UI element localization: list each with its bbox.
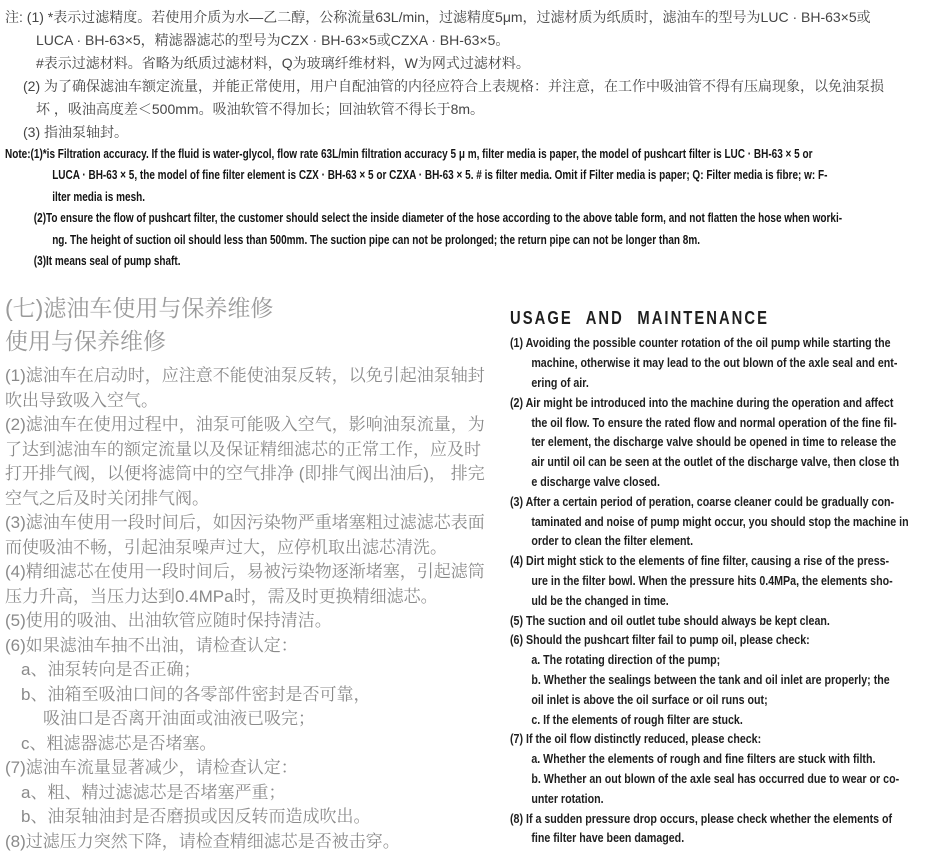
english-body-line: (5) The suction and oil outlet tube should always be kept clean. (510, 612, 830, 628)
english-body-text (510, 333, 952, 848)
english-note-line: ilter media is mesh. (52, 189, 146, 204)
english-note-line: Note:(1)*is Filtration accuracy. If the fluid is water-glycol, flow rate 63L/min filtration accuracy 5 μ m, filter media is paper, the model of pushcart filter is LUC · BH-63 × 5 or (5, 147, 813, 161)
chinese-body-line: 吹出导致吸入空气。 (5, 390, 158, 410)
english-body-line: the oil flow. To ensure the rated flow and normal operation of the fine fil- (531, 414, 897, 430)
chinese-body-line: 压力升高，当压力达到0.4MPa时，需及时更换精细滤芯。 (5, 586, 438, 606)
english-body-line: b. Whether an out blown of the axle seal has occurred due to wear or co- (531, 770, 900, 786)
english-note-line: LUCA · BH-63 × 5, the model of fine filter element is CZX · BH-63 × 5 or CZXA · BH-63 × 5. # is filter media. Omit if Filter media is paper; Q: Filter media is fibre; w: F- (52, 168, 828, 183)
chinese-column (5, 292, 483, 853)
chinese-body-line: (6)如果滤油车抽不出油，请检查认定： (5, 635, 298, 655)
top-notes-section (5, 6, 952, 272)
top-notes-english (5, 144, 952, 272)
section-title-english: USAGE AND MAINTENANCE (510, 308, 769, 329)
chinese-body-line: a、油泵转向是否正确； (21, 660, 201, 680)
chinese-body-line: 打开排气阀，以便将滤筒中的空气排净 (即排气阀出油后)， 排完 (5, 464, 485, 484)
english-body-line: (4) Dirt might stick to the elements of fine filter, causing a rise of the press- (510, 553, 890, 569)
english-body-line: a. Whether the elements of rough and fine filters are stuck with filth. (531, 751, 876, 767)
chinese-note-line: 坏 ，吸油高度差＜500mm。吸油软管不得加长；回油软管不得长于8m。 (36, 101, 485, 117)
english-body-line: order to clean the filter element. (531, 533, 694, 549)
english-body-line: (3) After a certain period of peration, coarse cleaner could be gradually con- (510, 493, 895, 509)
chinese-body-line: (2)滤油车在使用过程中，油泵可能吸入空气，影响油泵流量，为 (5, 415, 485, 435)
chinese-body-line: c、粗滤器滤芯是否堵塞。 (21, 733, 217, 753)
english-body-line: (7) If the oil flow distinctly reduced, please check: (510, 731, 762, 747)
english-body-line: (1) Avoiding the possible counter rotation of the oil pump while starting the (510, 335, 891, 351)
chinese-note-line: LUCA · BH-63×5，精滤器滤芯的型号为CZX · BH-63×5或CZXA · BH-63×5。 (36, 32, 510, 48)
chinese-body-line: 吸油口是否离开油面或油液已吸完； (43, 709, 315, 729)
chinese-note-line: #表示过滤材料。省略为纸质过滤材料，Q为玻璃纤维材料，W为网式过滤材料。 (36, 55, 530, 71)
english-body-line: ering of air. (531, 375, 589, 391)
content-columns (5, 292, 952, 853)
english-body-line: unter rotation. (531, 790, 604, 806)
english-body-line: machine, otherwise it may lead to the out blown of the axle seal and ent- (531, 355, 898, 371)
chinese-body-line: (8)过滤压力突然下降，请检查精细滤芯是否被击穿。 (5, 831, 400, 851)
chinese-body-line: 空气之后及时关闭排气阀。 (5, 488, 209, 508)
english-body-line: (2) Air might be introduced into the machine during the operation and affect (510, 394, 894, 410)
chinese-body-line: (1)滤油车在启动时，应注意不能使油泵反转，以免引起油泵轴封 (5, 366, 485, 386)
chinese-body-line: 而使吸油不畅，引起油泵噪声过大，应停机取出滤芯清洗。 (5, 537, 447, 557)
english-body-line: a. The rotating direction of the pump; (531, 652, 721, 668)
chinese-body-line: (7)滤油车流量显著减少，请检查认定： (5, 758, 298, 778)
chinese-note-line: (3) 指油泵轴封。 (23, 124, 128, 140)
chinese-note-line: (2) 为了确保滤油车额定流量，并能正常使用，用户自配油管的内径应符合上表规格：并注意，在工作中吸油管不得有压扁现象，以免油泵损 (23, 78, 884, 94)
chinese-body-line: (5)使用的吸油、出油软管应随时保持清洁。 (5, 611, 332, 631)
chinese-body-line: 了达到滤油车的额定流量以及保证精细滤芯的正常工作，应及时 (5, 439, 481, 459)
english-body-line: ter element, the discharge valve should be opened in time to release the (531, 434, 897, 450)
english-body-line: uld be the changed in time. (531, 592, 669, 608)
english-body-line: e discharge valve closed. (531, 474, 660, 490)
section-title-chinese: (七)滤油车使用与保养维修 (5, 295, 274, 322)
english-body-line: taminated and noise of pump might occur, you should stop the machine in (531, 513, 909, 529)
chinese-body-text (5, 364, 483, 853)
chinese-body-line: (4)精细滤芯在使用一段时间后，易被污染物逐渐堵塞，引起滤筒 (5, 562, 485, 582)
english-column-inner (510, 306, 952, 848)
english-note-line: ng. The height of suction oil should less than 500mm. The suction pipe can not be prolonged; the return pipe can not be longer than 8m. (52, 232, 701, 247)
english-column (510, 292, 952, 848)
english-body-line: (8) If a sudden pressure drop occurs, please check whether the elements of (510, 810, 893, 826)
chinese-body-line: (3)滤油车使用一段时间后，如因污染物严重堵塞粗过滤滤芯表面 (5, 513, 485, 533)
english-note-line: (3)It means seal of pump shaft. (33, 254, 181, 269)
chinese-body-line: b、油箱至吸油口间的各零部件密封是否可靠， (21, 684, 371, 704)
english-body-line: c. If the elements of rough filter are stuck. (531, 711, 743, 727)
chinese-body-line: b、油泵轴油封是否磨损或因反转而造成吹出。 (21, 807, 371, 827)
english-note-line: (2)To ensure the flow of pushcart filter, the customer should select the inside diameter of the hose according to the above table form, and not flatten the hose when worki- (33, 211, 843, 226)
chinese-note-line: 注: (1) *表示过滤精度。若使用介质为水—乙二醇，公称流量63L/min，过滤精度5μm，过滤材质为纸质时，滤油车的型号为LUC · BH-63×5或 (5, 9, 871, 25)
english-body-line: ure in the filter bowl. When the pressure hits 0.4MPa, the elements sho- (531, 573, 893, 588)
section-subtitle-chinese: 使用与保养维修 (5, 328, 166, 355)
english-body-line: b. Whether the sealings between the tank and oil inlet are properly; the (531, 671, 890, 687)
chinese-body-line: a、粗、精过滤滤芯是否堵塞严重； (21, 782, 286, 802)
english-body-line: air until oil can be seen at the outlet of the discharge valve, then close th (531, 454, 900, 470)
english-body-line: fine filter have been damaged. (531, 830, 685, 846)
english-body-line: oil inlet is above the oil surface or oil runs out; (531, 691, 768, 707)
top-notes-chinese (5, 6, 952, 144)
english-body-line: (6) Should the pushcart filter fail to pump oil, please check: (510, 632, 810, 648)
